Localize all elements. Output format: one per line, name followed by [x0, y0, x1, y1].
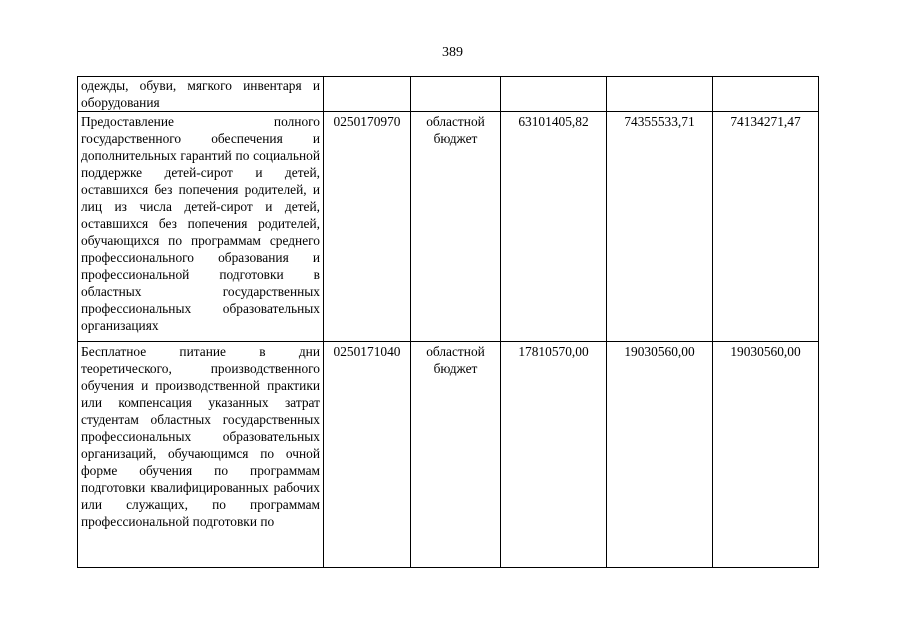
row-name: Бесплатное питание в дни теоретического, производственного обучения и производственной практики или компенсация указанных затрат студентам областных государственных профессиональных образовательных организаций, обучающимся по очной форме обучения по программам подготовки квалифицированных рабочих или служащих, по программам профессиональной подготовки по: [81, 344, 320, 529]
row-value-2: 74355533,71: [607, 112, 713, 342]
row-source-cell: областной бюджет: [411, 342, 501, 568]
row-name-cell: [78, 112, 324, 342]
row-value-2: 19030560,00: [607, 342, 713, 568]
table-row: [78, 112, 819, 342]
row-code-cell: [324, 77, 411, 112]
row-name: Предоставление полного государственного обеспечения и дополнительных гарантий по социальной поддержке детей-сирот и детей, оставшихся без попечения родителей, и лиц из числа детей-сирот и детей, оставшихся без попечения родителей, обучающихся по программам среднего профессионального образования и профессиональной подготовки в областных государственных профессиональных образовательных организациях: [81, 114, 320, 333]
row-value-3: 74134271,47: [713, 112, 819, 342]
row-code-cell: 0250171040: [324, 342, 411, 568]
row-value-1: [501, 77, 607, 112]
table-row: [78, 342, 819, 568]
row-value-2: [607, 77, 713, 112]
row-name-cell: [78, 342, 324, 568]
budget-table: [77, 76, 819, 568]
row-value-3: 19030560,00: [713, 342, 819, 568]
row-code-cell: 0250170970: [324, 112, 411, 342]
page-number: 389: [442, 45, 463, 60]
row-source-cell: областной бюджет: [411, 112, 501, 342]
row-name-cell: [78, 77, 324, 112]
row-value-1: 63101405,82: [501, 112, 607, 342]
row-value-3: [713, 77, 819, 112]
row-value-1: 17810570,00: [501, 342, 607, 568]
row-name: одежды, обуви, мягкого инвентаря и оборудования: [81, 78, 320, 110]
table-row: [78, 77, 819, 112]
row-source-cell: [411, 77, 501, 112]
